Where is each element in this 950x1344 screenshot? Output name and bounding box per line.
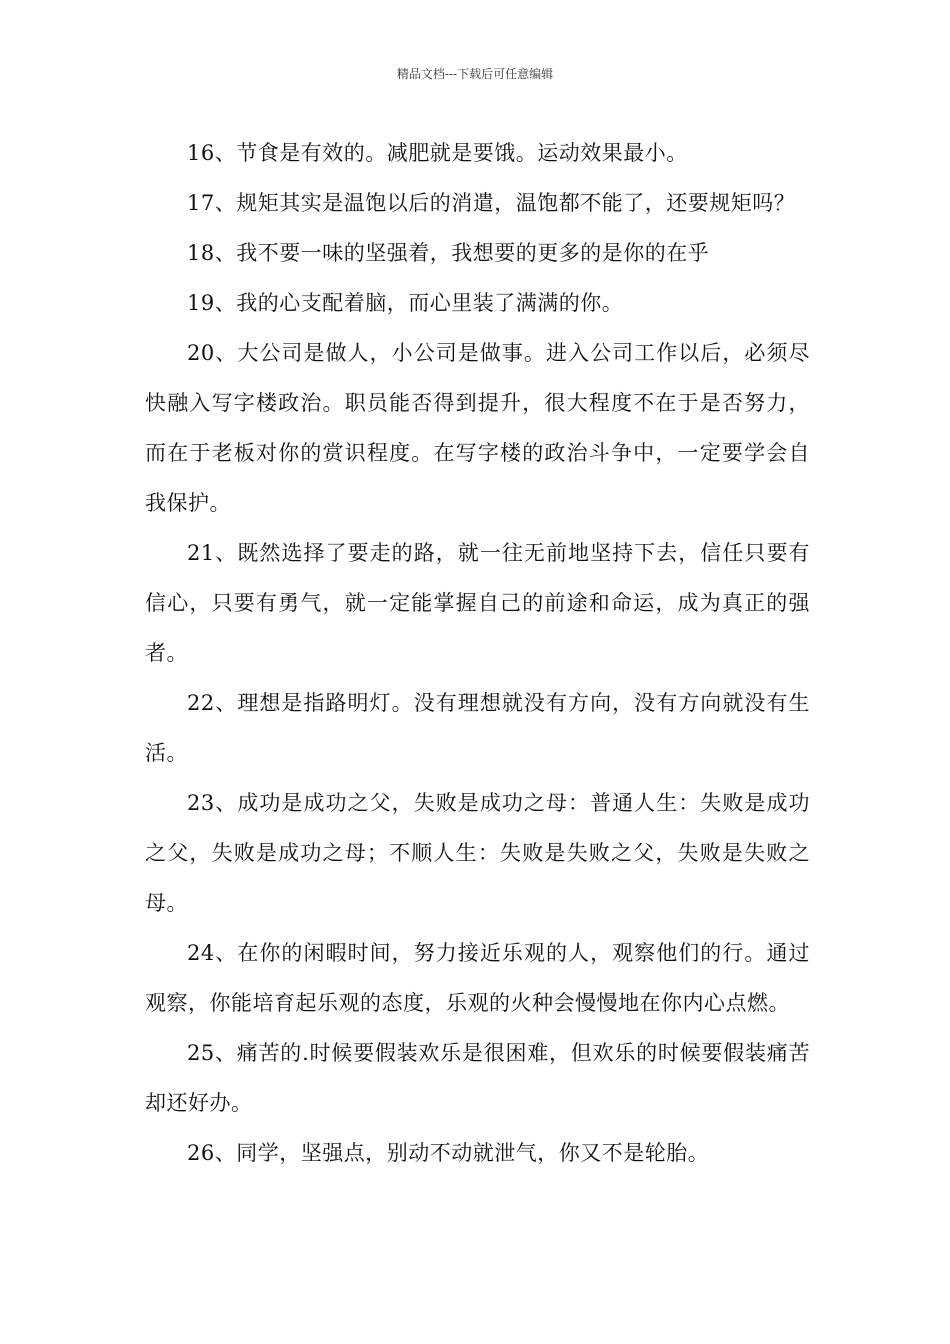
paragraph-17: 17、规矩其实是温饱以后的消遣，温饱都不能了，还要规矩吗？: [187, 191, 796, 215]
paragraph-25: 25、痛苦的.时候要假装欢乐是很困难，但欢乐的时候要假装痛苦却还好办。: [145, 1041, 810, 1115]
paragraph-19: 19、我的心支配着脑，而心里装了满满的你。: [187, 291, 624, 315]
paragraph-21: 21、既然选择了要走的路，就一往无前地坚持下去，信任只要有信心，只要有勇气，就一定能掌握自己的前途和命运，成为真正的强者。: [145, 541, 810, 665]
paragraph-18: 18、我不要一味的坚强着，我想要的更多的是你的在乎: [187, 241, 710, 265]
paragraph-26: 26、同学，坚强点，别动不动就泄气，你又不是轮胎。: [187, 1141, 710, 1165]
paragraph-16: 16、节食是有效的。减肥就是要饿。运动效果最小。: [187, 141, 688, 165]
paragraph-23: 23、成功是成功之父，失败是成功之母：普通人生：失败是成功之父，失败是成功之母；不顺人生：失败是失败之父，失败是失败之母。: [145, 791, 810, 915]
page-header: 精品文档---下载后可任意编辑: [396, 67, 554, 81]
paragraph-22: 22、理想是指路明灯。没有理想就没有方向，没有方向就没有生活。: [145, 691, 810, 765]
paragraph-20: 20、大公司是做人，小公司是做事。进入公司工作以后，必须尽快融入写字楼政治。职员能否得到提升，很大程度不在于是否努力，而在于老板对你的赏识程度。在写字楼的政治斗争中，一定要学会自我保护。: [145, 341, 810, 515]
paragraph-24: 24、在你的闲暇时间，努力接近乐观的人，观察他们的行。通过观察，你能培育起乐观的态度，乐观的火种会慢慢地在你内心点燃。: [145, 941, 810, 1015]
document-body: [145, 128, 810, 1178]
